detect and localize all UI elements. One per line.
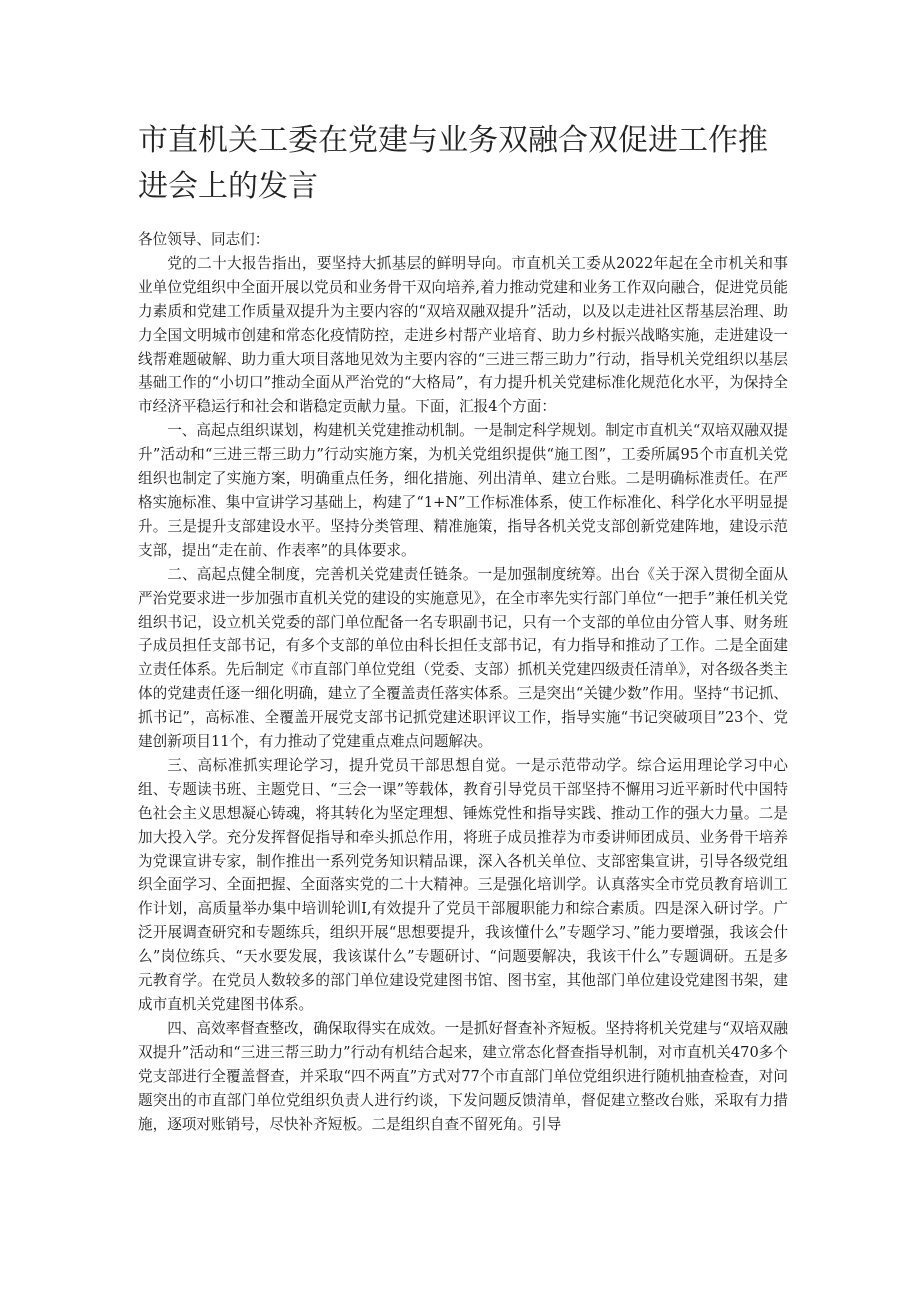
paragraph-section-2: 二、高起点健全制度，完善机关党建责任链条。一是加强制度统筹。出台《关于深入贯彻全面从严治党要求进一步加强市直机关党的建设的实施意见》，在全市率先实行部门单位“一把手”兼任机关党组织书记，设立机关党委的部门单位配备一名专职副书记，只有一个支部的单位由分管人事、财务班子成员担任支部书记，有多个支部的单位由科长担任支部书记，有力指导和推动了工作。二是全面建立责任体系。先后制定《市直部门单位党组（党委、支部）抓机关党建四级责任清单》，对各级各类主体的党建责任逐一细化明确，建立了全覆盖责任落实体系。三是突出“关键少数”作用。坚持“书记抓、抓书记”，高标准、全覆盖开展党支部书记抓党建述职评议工作，指导实施“书记突破项目”23个、党建创新项目11个，有力推动了党建重点难点问题解决。	[138, 565, 788, 751]
document-title: 市直机关工委在党建与业务双融合双促进工作推进会上的发言	[138, 123, 768, 204]
paragraph-section-1: 一、高起点组织谋划，构建机关党建推动机制。一是制定科学规划。制定市直机关“双培双融双提升”活动和“三进三帮三助力”行动实施方案，为机关党组织提供“施工图”，工委所属95个市直机关党组织也制定了实施方案，明确重点任务，细化措施、列出清单、建立台账。二是明确标准责任。在严格实施标准、集中宣讲学习基础上，构建了“1+N”工作标准体系，使工作标准化、科学化水平明显提升。三是提升支部建设水平。坚持分类管理、精准施策，指导各机关党支部创新党建阵地，建设示范支部，提出“走在前、作表率”的具体要求。	[138, 422, 788, 559]
document-page	[138, 118, 788, 1136]
salutation: 各位领导、同志们：	[138, 231, 270, 248]
paragraph-section-3: 三、高标准抓实理论学习，提升党员干部思想自觉。一是示范带动学。综合运用理论学习中心组、专题读书班、主题党日、“三会一课”等载体，教育引导党员干部坚持不懈用习近平新时代中国特色社会主义思想凝心铸魂，将其转化为坚定理想、锤炼党性和指导实践、推动工作的强大力量。二是加大投入学。充分发挥督促指导和牵头抓总作用，将班子成员推荐为市委讲师团成员、业务骨干培养为党课宣讲专家，制作推出一系列党务知识精品课，深入各机关单位、支部密集宣讲，引导各级党组织全面学习、全面把握、全面落实党的二十大精神。三是强化培训学。认真落实全市党员教育培训工作计划，高质量举办集中培训轮训I,有效提升了党员干部履职能力和综合素质。四是深入研讨学。广泛开展调查研究和专题练兵，组织开展“思想要提升，我该懂什么”专题学习、”能力要增强，我该会什么”岗位练兵、“天水要发展，我该谋什么”专题研讨、“问题要解决，我该干什么”专题调研。五是多元教育学。在党员人数较多的部门单位建设党建图书馆、图书室，其他部门单位建设党建图书架，建成市直机关党建图书体系。	[138, 756, 788, 1013]
paragraph-section-4: 四、高效率督查整改，确保取得实在成效。一是抓好督查补齐短板。坚持将机关党建与“双培双融双提升”活动和“三进三帮三助力”行动有机结合起来，建立常态化督查指导机制，对市直机关470多个党支部进行全覆盖督查，并采取“四不两直”方式对77个市直部门单位党组织进行随机抽查检查，对问题突出的市直部门单位党组织负责人进行约谈，下发问题反馈清单，督促建立整改台账，采取有力措施，逐项对账销号，尽快补齐短板。二是组织自查不留死角。引导	[138, 1019, 788, 1133]
paragraph-intro: 党的二十大报告指出，要坚持大抓基层的鲜明导向。市直机关工委从2022年起在全市机关和事业单位党组织中全面开展以党员和业务骨干双向培养,着力推动党建和业务工作双向融合，促进党员能力素质和党建工作质量双提升为主要内容的“双培双融双提升”活动，以及以走进社区帮基层治理、助力全国文明城市创建和常态化疫情防控，走进乡村帮产业培育、助力乡村振兴战略实施，走进建设一线帮难题破解、助力重大项目落地见效为主要内容的“三进三帮三助力”行动，指导机关党组织以基层基础工作的“小切口”推动全面从严治党的“大格局”，有力提升机关党建标准化规范化水平，为保持全市经济平稳运行和社会和谐稳定贡献力量。下面，汇报4个方面：	[138, 254, 788, 416]
